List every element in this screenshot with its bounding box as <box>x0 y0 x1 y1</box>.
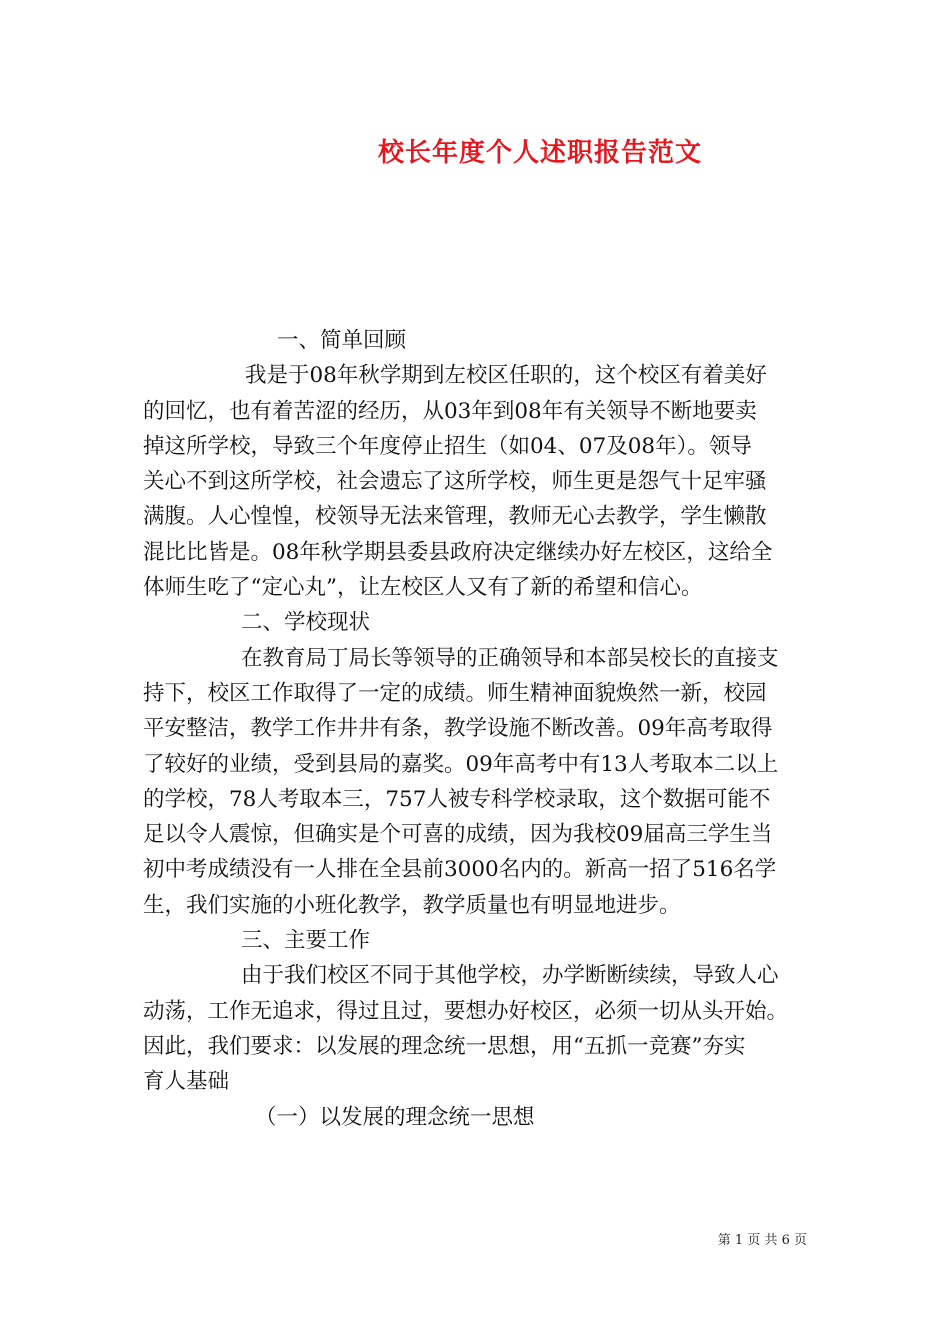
text-line: 持下，校区工作取得了一定的成绩。师生精神面貌焕然一新，校园 <box>143 680 767 706</box>
text-line: 足以令人震惊，但确实是个可喜的成绩，因为我校09届高三学生当 <box>143 822 773 848</box>
text-line: 一、简单回顾 <box>277 328 407 353</box>
text-line: 混比比皆是。08年秋学期县委县政府决定继续办好左校区，这给全 <box>143 539 773 565</box>
text-line: 的学校，78人考取本三，757人被专科学校录取，这个数据可能不 <box>143 786 771 812</box>
text-line: 的回忆，也有着苦涩的经历，从03年到08年有关领导不断地要卖 <box>143 398 757 424</box>
text-line: 在教育局丁局长等领导的正确领导和本部吴校长的直接支 <box>241 645 779 671</box>
text-line: 掉这所学校，导致三个年度停止招生（如04、07及08年）。领导 <box>143 433 752 459</box>
text-line: 了较好的业绩，受到县局的嘉奖。09年高考中有13人考取本二以上 <box>143 751 779 777</box>
text-line: 二、学校现状 <box>241 610 371 636</box>
text-line: （一）以发展的理念统一思想 <box>255 1104 535 1130</box>
text-line: 三、主要工作 <box>241 928 371 954</box>
text-line: 因此，我们要求：以发展的理念统一思想，用“五抓一竞赛”夯实 <box>143 1033 746 1059</box>
text-line: 由于我们校区不同于其他学校，办学断断续续，导致人心 <box>241 963 779 989</box>
text-line: 满腹。人心惶惶，校领导无法来管理，教师无心去教学，学生懒散 <box>143 504 767 530</box>
text-line: 平安整洁，教学工作井井有条，教学设施不断改善。09年高考取得 <box>143 716 773 742</box>
text-line: 我是于08年秋学期到左校区任职的，这个校区有着美好 <box>245 363 767 389</box>
text-line: 关心不到这所学校，社会遗忘了这所学校，师生更是怨气十足牢骚 <box>143 469 767 495</box>
document-body <box>143 323 807 1135</box>
page-footer: 第 1 页 共 6 页 <box>717 1233 807 1248</box>
text-line: 动荡，工作无追求，得过且过，要想办好校区，必须一切从头开始。 <box>143 998 789 1024</box>
document-title: 校长年度个人述职报告范文 <box>377 138 702 168</box>
text-line: 生，我们实施的小班化教学，教学质量也有明显地进步。 <box>143 892 681 918</box>
text-line: 体师生吃了“定心丸”，让左校区人又有了新的希望和信心。 <box>143 575 703 601</box>
text-line: 初中考成绩没有一人排在全县前3000名内的。新高一招了516名学 <box>143 857 777 883</box>
text-line: 育人基础 <box>143 1069 230 1095</box>
